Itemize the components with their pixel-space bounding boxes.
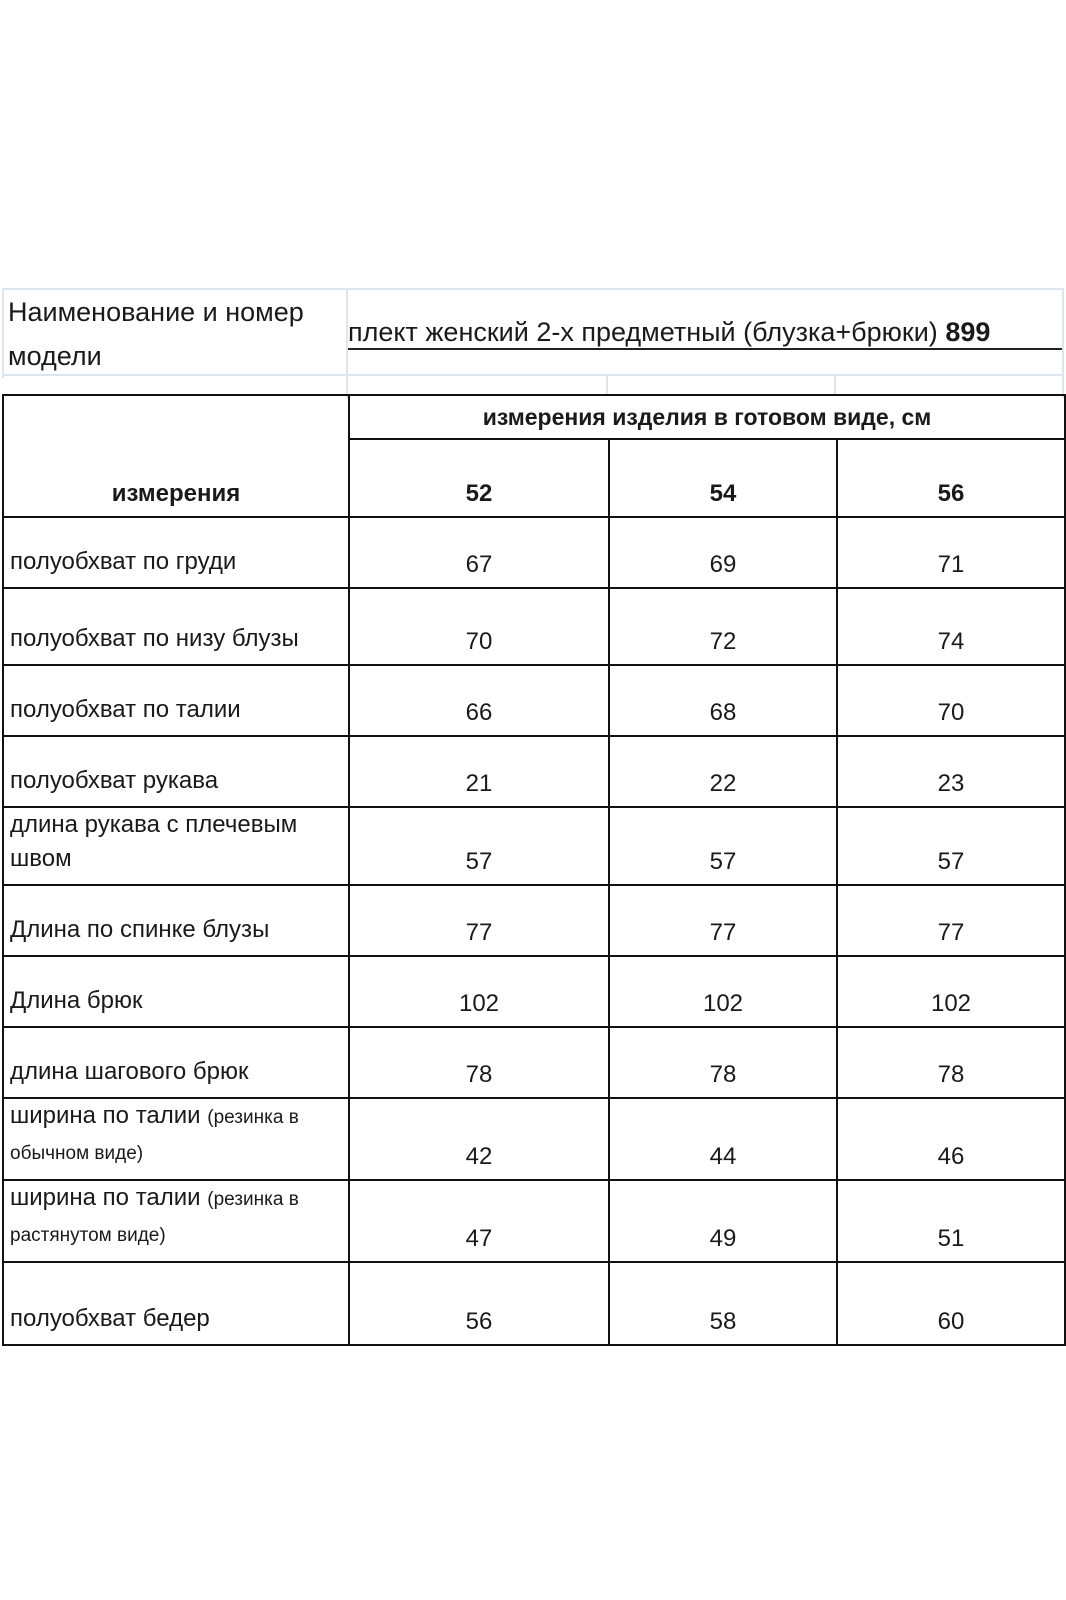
row-label-text: ширина по талии: [10, 1102, 201, 1129]
row-label: [3, 956, 349, 1027]
row-label-text: ширина по талии: [10, 1184, 201, 1211]
group-header: измерения изделия в готовом виде, см: [349, 395, 1065, 439]
row-label: [3, 1027, 349, 1098]
model-title-text: плект женский 2-х предметный (блузка+брюки): [348, 317, 938, 347]
cell-value: 77: [837, 885, 1065, 956]
model-title: [348, 312, 1062, 350]
cell-value: 78: [837, 1027, 1065, 1098]
cell-value: 69: [609, 517, 837, 588]
row-label-text: полуобхват по груди: [10, 548, 237, 575]
table-header-row: [3, 395, 1065, 439]
cell-value: 66: [349, 665, 609, 736]
cell-value: 72: [609, 588, 837, 665]
row-label-text: Длина брюк: [10, 987, 143, 1014]
row-label-text: полуобхват рукава: [10, 767, 219, 794]
cell-value: 57: [609, 807, 837, 885]
row-label: [3, 1180, 349, 1262]
cell-value: 51: [837, 1180, 1065, 1262]
row-label: [3, 807, 349, 885]
grid-line: [834, 374, 836, 396]
row-label: [3, 1098, 349, 1180]
cell-value: 102: [349, 956, 609, 1027]
cell-value: 102: [609, 956, 837, 1027]
row-label: [3, 665, 349, 736]
table-row: [3, 807, 1065, 885]
row-label: [3, 736, 349, 807]
table-row: [3, 517, 1065, 588]
table-row: [3, 736, 1065, 807]
row-label-text: полуобхват бедер: [10, 1305, 210, 1332]
row-label: [3, 885, 349, 956]
row-label: [3, 588, 349, 665]
cell-value: 22: [609, 736, 837, 807]
cell-value: 56: [349, 1262, 609, 1345]
cell-value: 49: [609, 1180, 837, 1262]
cell-value: 78: [349, 1027, 609, 1098]
row-label: [3, 1262, 349, 1345]
size-56-header: 56: [837, 439, 1065, 517]
row-label-text: полуобхват по низу блузы: [10, 625, 299, 652]
row-label-text: Длина по спинке блузы: [10, 916, 270, 943]
grid-line: [606, 374, 608, 396]
cell-value: 21: [349, 736, 609, 807]
cell-value: 60: [837, 1262, 1065, 1345]
table-row: [3, 1027, 1065, 1098]
cell-value: 70: [837, 665, 1065, 736]
row-label: [3, 517, 349, 588]
table-row: [3, 1098, 1065, 1180]
row-label-note: (резинка в обычном виде): [10, 1107, 299, 1164]
cell-value: 74: [837, 588, 1065, 665]
table-row: [3, 885, 1065, 956]
table-row: [3, 665, 1065, 736]
table-row: [3, 1262, 1065, 1345]
cell-value: 68: [609, 665, 837, 736]
model-name-label: Наименование и номер модели: [8, 297, 304, 371]
table-row: [3, 956, 1065, 1027]
grid-line: [2, 288, 4, 378]
measurement-table: [2, 394, 1066, 1346]
model-number: 899: [945, 317, 991, 347]
row-label-text: полуобхват по талии: [10, 696, 241, 723]
size-54-header: 54: [609, 439, 837, 517]
cell-value: 47: [349, 1180, 609, 1262]
cell-value: 23: [837, 736, 1065, 807]
size-52-header: 52: [349, 439, 609, 517]
cell-value: 46: [837, 1098, 1065, 1180]
row-label-text: длина рукава с плечевым швом: [10, 811, 298, 872]
cell-value: 77: [349, 885, 609, 956]
measure-header: измерения: [3, 395, 349, 517]
cell-value: 44: [609, 1098, 837, 1180]
cell-value: 102: [837, 956, 1065, 1027]
cell-value: 70: [349, 588, 609, 665]
cell-value: 57: [837, 807, 1065, 885]
row-label-note: (резинка в растянутом виде): [10, 1189, 299, 1246]
cell-value: 57: [349, 807, 609, 885]
cell-value: 58: [609, 1262, 837, 1345]
grid-line: [1062, 288, 1064, 398]
cell-value: 42: [349, 1098, 609, 1180]
cell-value: 78: [609, 1027, 837, 1098]
row-label-text: длина шагового брюк: [10, 1058, 249, 1085]
cell-value: 67: [349, 517, 609, 588]
cell-value: 71: [837, 517, 1065, 588]
table-row: [3, 588, 1065, 665]
cell-value: 77: [609, 885, 837, 956]
table-row: [3, 1180, 1065, 1262]
